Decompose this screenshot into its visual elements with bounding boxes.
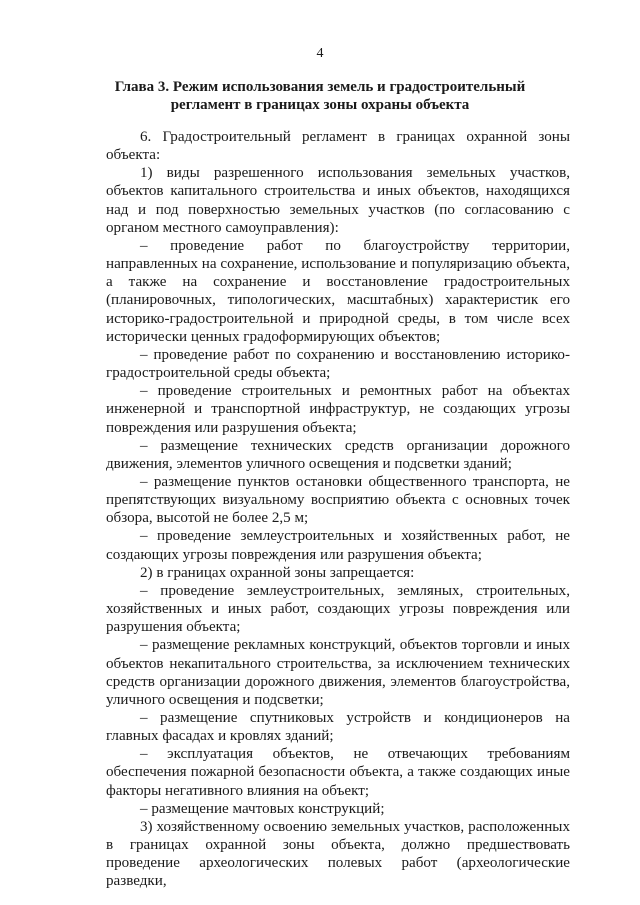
list-item: – проведение землеустроительных и хозяйственных работ, не создающих угрозы повреждения или разрушения объекта; [106,528,570,563]
page-number: 4 [316,46,324,61]
list-item: – размещение рекламных конструкций, объектов торговли и иных объектов некапитального строительства, за исключением технических средств организации дорожного движения, элементов благоустройства, уличного освещения и подсветки; [106,637,570,708]
list-item: – размещение технических средств организации дорожного движения, элементов уличного освещения и подсветки зданий; [106,437,570,472]
document-body [106,128,570,891]
paragraph: 3) хозяйственному освоению земельных участков, расположенных в границах охранной зоны объекта, должно предшествовать проведение археологических полевых работ (археологические разведки, [106,818,570,890]
list-item: – размещение спутниковых устройств и кондиционеров на главных фасадах и кровлях зданий; [106,710,570,745]
paragraph: 6. Градостроительный регламент в границах охранной зоны объекта: [106,129,570,164]
chapter-heading-line-1: Глава 3. Режим использования земель и градостроительный [114,79,526,95]
paragraph: 2) в границах охранной зоны запрещается: [140,564,415,581]
paragraph: 1) виды разрешенного использования земельных участков, объектов капитального строительства и иных объектов, находящихся над и под поверхностью земельных участков (по согласованию с органом местного самоуправления): [106,165,570,236]
chapter-heading-line-2: регламент в границах зоны охраны объекта [170,97,470,113]
list-item: – проведение строительных и ремонтных работ на объектах инженерной и транспортной инфраструктур, не создающих угрозы повреждения или разрушения объекта; [106,383,570,436]
list-item: – размещение мачтовых конструкций; [140,800,385,817]
list-item: – эксплуатация объектов, не отвечающих требованиям обеспечения пожарной безопасности объекта, а также создающих иные факторы негативного влияния на объект; [106,746,570,799]
chapter-heading [90,78,550,114]
list-item: – проведение работ по благоустройству территории, направленных на сохранение, использование и популяризацию объекта, а также на сохранение и восстановление градостроительных (планировочных, типологических, масштабных) характеристик его историко-градостроительной и природной среды, в том числе всех исторически ценных градоформирующих объектов; [106,237,570,345]
list-item: – проведение работ по сохранению и восстановлению историко-градостроительной среды объекта; [106,346,570,382]
list-item: – проведение землеустроительных, земляных, строительных, хозяйственных и иных работ, создающих угрозы повреждения или разрушения объекта; [106,582,570,636]
list-item: – размещение пунктов остановки общественного транспорта, не препятствующих визуальному восприятию объекта с основных точек обзора, высотой не более 2,5 м; [106,473,570,527]
